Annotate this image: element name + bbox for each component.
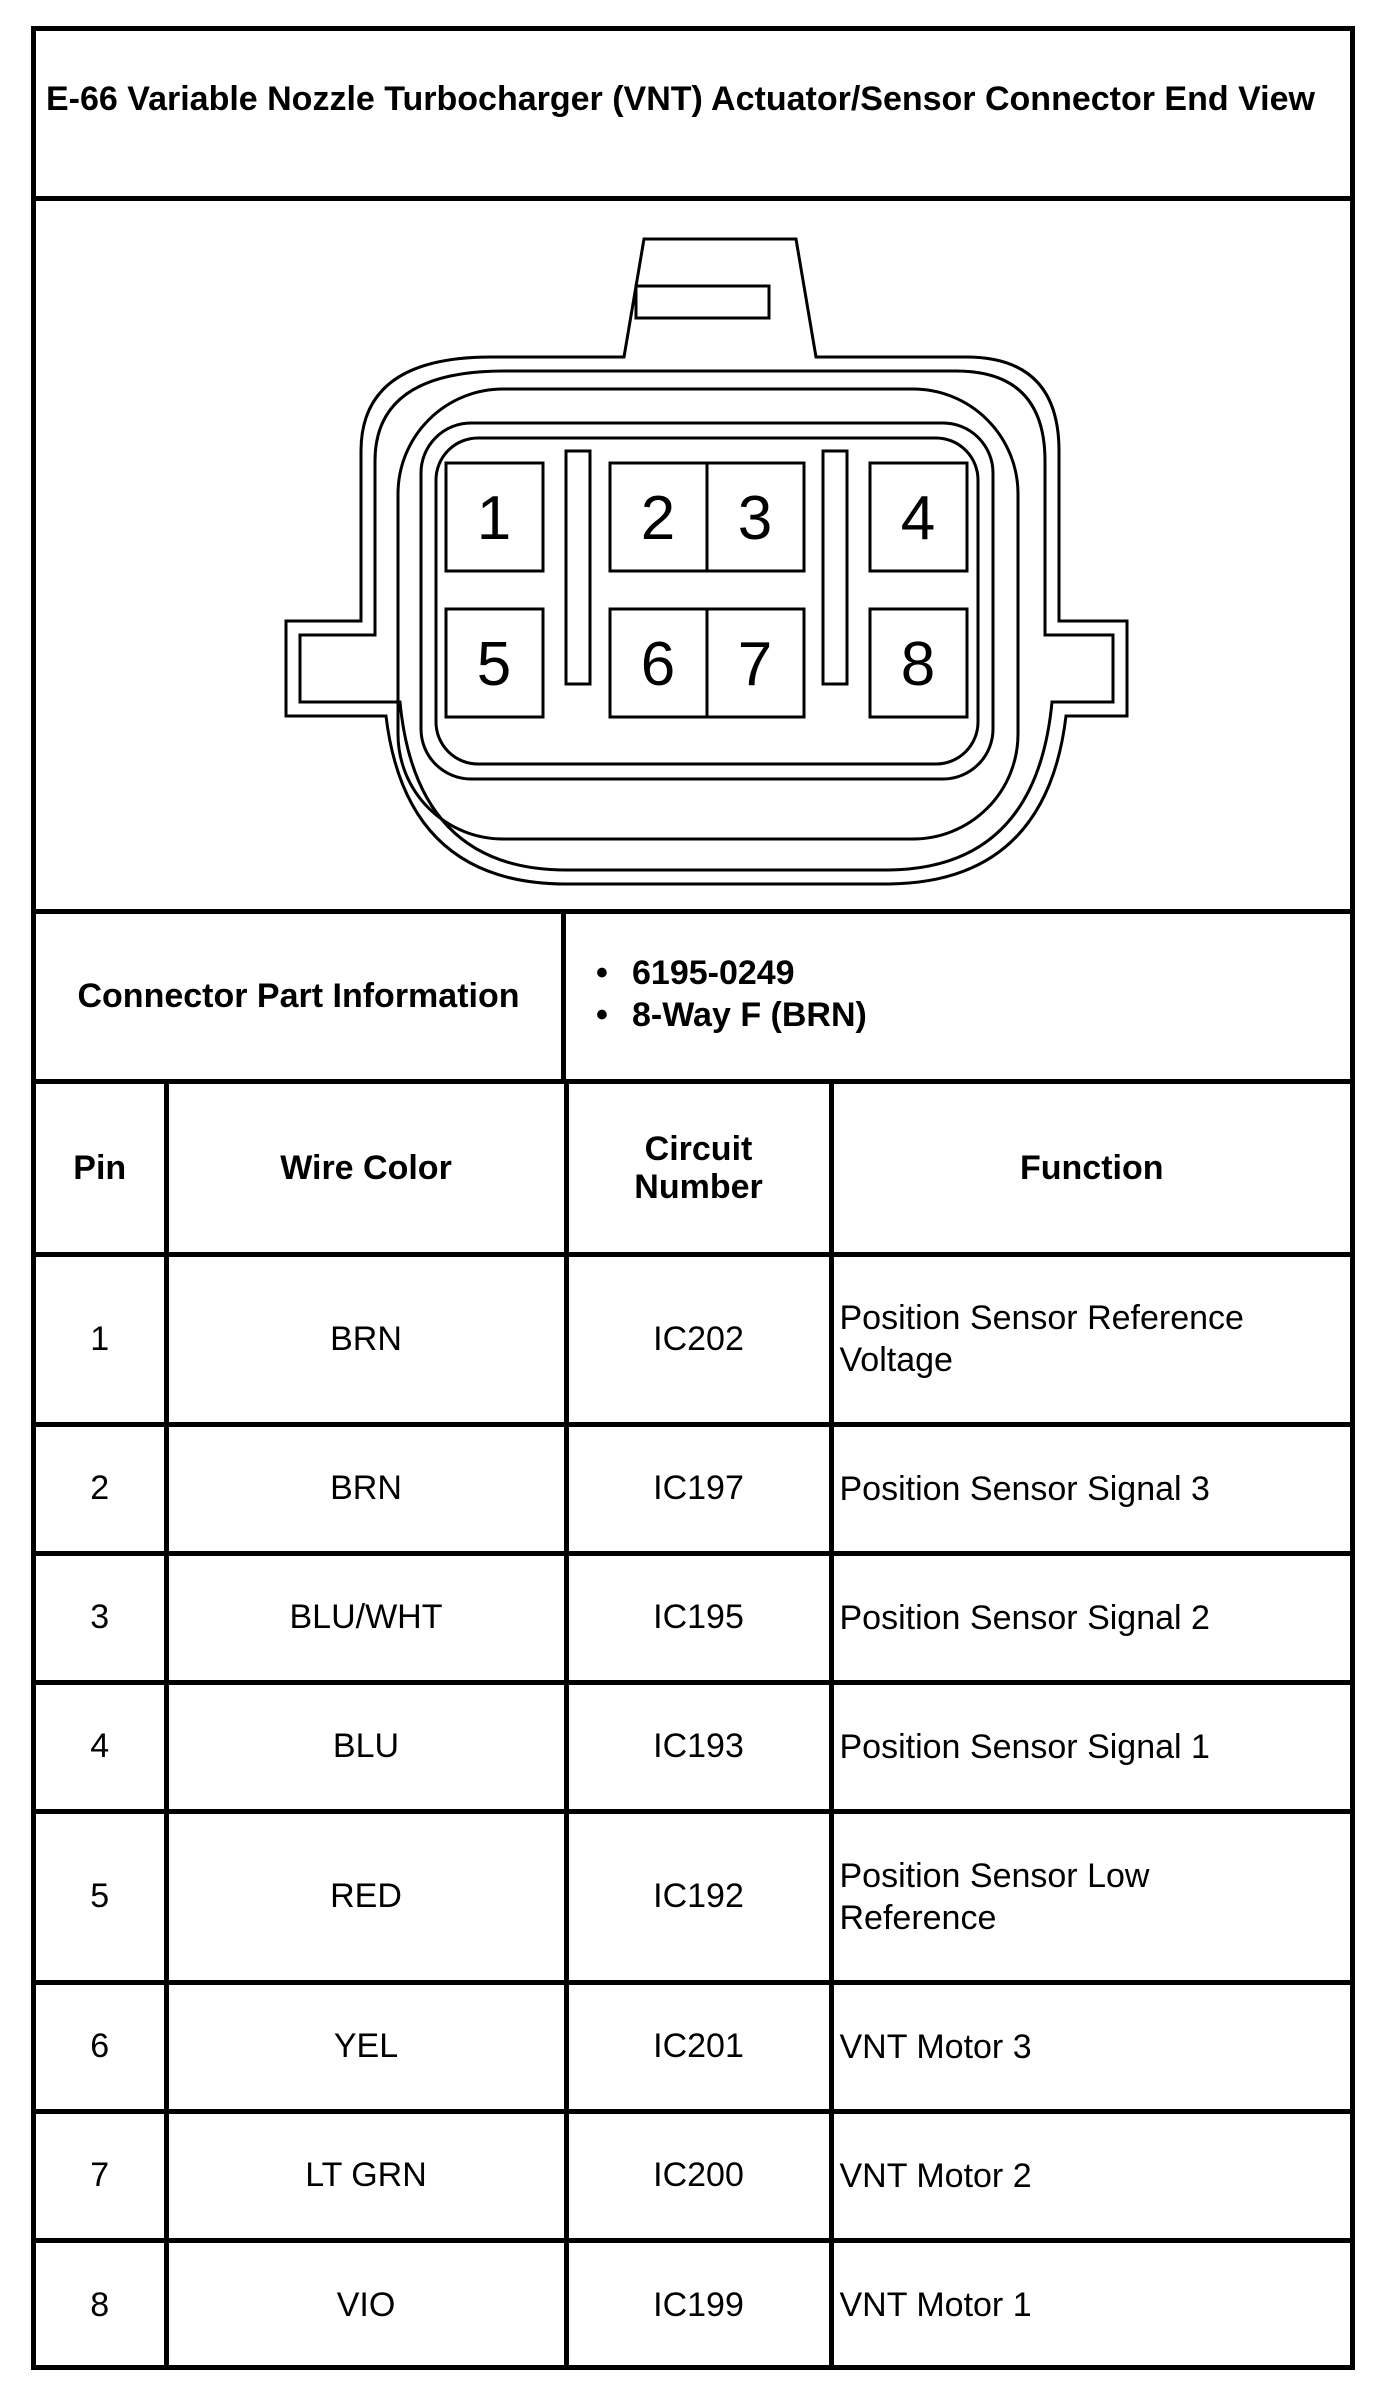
pin-label: 3: [737, 484, 773, 553]
wire-color-cell: LT GRN: [166, 2111, 566, 2240]
wire-color-cell: YEL: [166, 1982, 566, 2111]
circuit-cell: IC197: [566, 1424, 831, 1553]
pin-cell: 2: [36, 1424, 166, 1553]
pin-label: 7: [737, 630, 773, 699]
wire-color-cell: BRN: [166, 1424, 566, 1553]
circuit-cell: IC200: [566, 2111, 831, 2240]
part-description: • 8-Way F (BRN): [596, 994, 867, 1036]
pin-label: 1: [476, 484, 512, 553]
circuit-cell: IC202: [566, 1254, 831, 1424]
table-row: [36, 2240, 1350, 2368]
key-rib-left: [566, 451, 590, 684]
function-line: Position Sensor Low: [839, 1856, 1150, 1895]
header-circuit-line: Number: [634, 1167, 763, 1206]
wire-color-cell: BRN: [166, 1254, 566, 1424]
latch-slot: [636, 286, 769, 318]
wire-color-cell: VIO: [166, 2240, 566, 2368]
part-info-list: [596, 952, 867, 1036]
circuit-cell: IC192: [566, 1811, 831, 1982]
pinout-table: [36, 1084, 1350, 2368]
connector-sheet: [31, 26, 1355, 2370]
pin-label: 6: [640, 630, 676, 699]
pin-label: 4: [900, 484, 936, 553]
function-line: Position Sensor Reference: [839, 1299, 1244, 1337]
table-row: [36, 2111, 1350, 2240]
wire-color-cell: BLU: [166, 1682, 566, 1811]
pin-cell: 6: [36, 1982, 166, 2111]
table-row: [36, 1254, 1350, 1424]
connector-end-view-drawing: [36, 201, 1350, 914]
table-row: [36, 1982, 1350, 2111]
function-line: Reference: [839, 1898, 997, 1937]
pin-cell: 3: [36, 1553, 166, 1682]
function-cell: Position Sensor Signal 2: [831, 1553, 1350, 1682]
table-row: [36, 1424, 1350, 1553]
function-cell: VNT Motor 2: [831, 2111, 1350, 2240]
function-cell: Position Sensor Signal 3: [831, 1424, 1350, 1553]
header-pin: Pin: [36, 1084, 166, 1254]
table-row: [36, 1553, 1350, 1682]
header-circuit-number: [566, 1084, 831, 1254]
function-cell: VNT Motor 3: [831, 1982, 1350, 2111]
pin-cell: 5: [36, 1811, 166, 1982]
circuit-cell: IC193: [566, 1682, 831, 1811]
table-row: [36, 1811, 1350, 1982]
function-cell: [831, 1254, 1350, 1424]
circuit-cell: IC201: [566, 1982, 831, 2111]
function-cell: Position Sensor Signal 1: [831, 1682, 1350, 1811]
circuit-cell: IC195: [566, 1553, 831, 1682]
pin-cell: 7: [36, 2111, 166, 2240]
key-rib-right: [823, 451, 847, 684]
pin-label: 8: [900, 630, 936, 699]
function-cell: [831, 1811, 1350, 1982]
header-circuit-line: Circuit: [644, 1129, 753, 1168]
part-info-label: Connector Part Information: [36, 914, 566, 1079]
pin-label: 2: [640, 484, 676, 553]
pin-label: 5: [476, 630, 512, 699]
pin-cell: 4: [36, 1682, 166, 1811]
part-number: • 6195-0249: [596, 952, 867, 994]
connector-diagram: [36, 201, 1350, 914]
table-header-row: [36, 1084, 1350, 1254]
function-cell: VNT Motor 1: [831, 2240, 1350, 2368]
wire-color-cell: RED: [166, 1811, 566, 1982]
pin-cell: 1: [36, 1254, 166, 1424]
header-function: Function: [831, 1084, 1350, 1254]
page-title: E-66 Variable Nozzle Turbocharger (VNT) Actuator/Sensor Connector End View: [36, 31, 1350, 201]
function-line: Voltage: [839, 1341, 953, 1379]
connector-part-info: [36, 914, 1350, 1084]
pin-cell: 8: [36, 2240, 166, 2368]
circuit-cell: IC199: [566, 2240, 831, 2368]
header-wire-color: Wire Color: [166, 1084, 566, 1254]
wire-color-cell: BLU/WHT: [166, 1553, 566, 1682]
table-row: [36, 1682, 1350, 1811]
